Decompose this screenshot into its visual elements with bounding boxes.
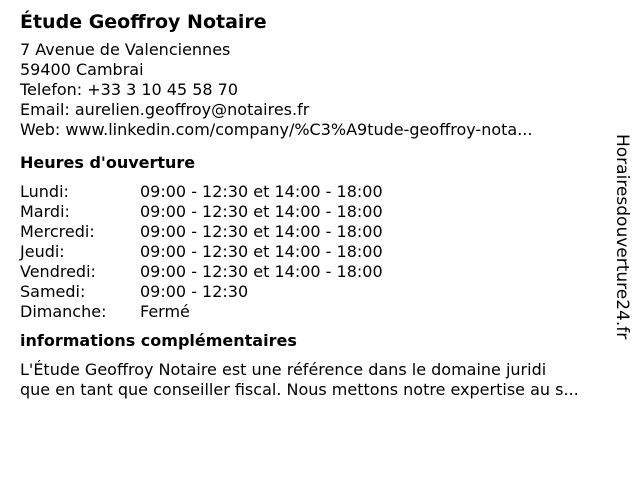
address-city: 59400 Cambrai bbox=[20, 60, 144, 79]
time-value: 09:00 - 12:30 et 14:00 - 18:00 bbox=[140, 202, 383, 221]
hours-row-thursday bbox=[20, 242, 610, 262]
hours-row-friday bbox=[20, 262, 610, 282]
site-watermark: Horairesdouverture24.fr bbox=[612, 134, 632, 340]
hours-row-saturday bbox=[20, 282, 610, 302]
day-label: Lundi: bbox=[20, 182, 69, 201]
info-text-line: que en tant que conseiller fiscal. Nous mettons notre expertise au s... bbox=[20, 380, 579, 399]
time-value: 09:00 - 12:30 et 14:00 - 18:00 bbox=[140, 222, 383, 241]
address-street: 7 Avenue de Valenciennes bbox=[20, 40, 231, 59]
hours-row-tuesday bbox=[20, 202, 610, 222]
time-value: 09:00 - 12:30 bbox=[140, 282, 249, 301]
office-name: Étude Geoffroy Notaire bbox=[20, 11, 267, 33]
notary-info-card bbox=[20, 10, 610, 400]
time-value: 09:00 - 12:30 et 14:00 - 18:00 bbox=[140, 262, 383, 281]
website-url: Web: www.linkedin.com/company/%C3%A9tude-geoffroy-nota... bbox=[20, 120, 533, 139]
info-description bbox=[20, 360, 610, 400]
hours-heading: Heures d'ouverture bbox=[20, 153, 196, 172]
day-label: Mercredi: bbox=[20, 222, 95, 241]
phone-number: Telefon: +33 3 10 45 58 70 bbox=[20, 80, 239, 99]
day-label: Samedi: bbox=[20, 282, 86, 301]
hours-row-wednesday bbox=[20, 222, 610, 242]
info-text-line: L'Étude Geoffroy Notaire est une référence dans le domaine juridi bbox=[20, 360, 547, 379]
hours-table bbox=[20, 182, 610, 322]
day-label: Mardi: bbox=[20, 202, 70, 221]
time-value: 09:00 - 12:30 et 14:00 - 18:00 bbox=[140, 182, 383, 201]
day-label: Jeudi: bbox=[20, 242, 65, 261]
time-value: 09:00 - 12:30 et 14:00 - 18:00 bbox=[140, 242, 383, 261]
day-label: Vendredi: bbox=[20, 262, 96, 281]
day-label: Dimanche: bbox=[20, 302, 107, 321]
info-heading: informations complémentaires bbox=[20, 331, 297, 350]
hours-row-monday bbox=[20, 182, 610, 202]
hours-row-sunday bbox=[20, 302, 610, 322]
email-address: Email: aurelien.geoffroy@notaires.fr bbox=[20, 100, 310, 119]
time-value: Fermé bbox=[140, 302, 190, 321]
contact-block bbox=[20, 40, 610, 140]
